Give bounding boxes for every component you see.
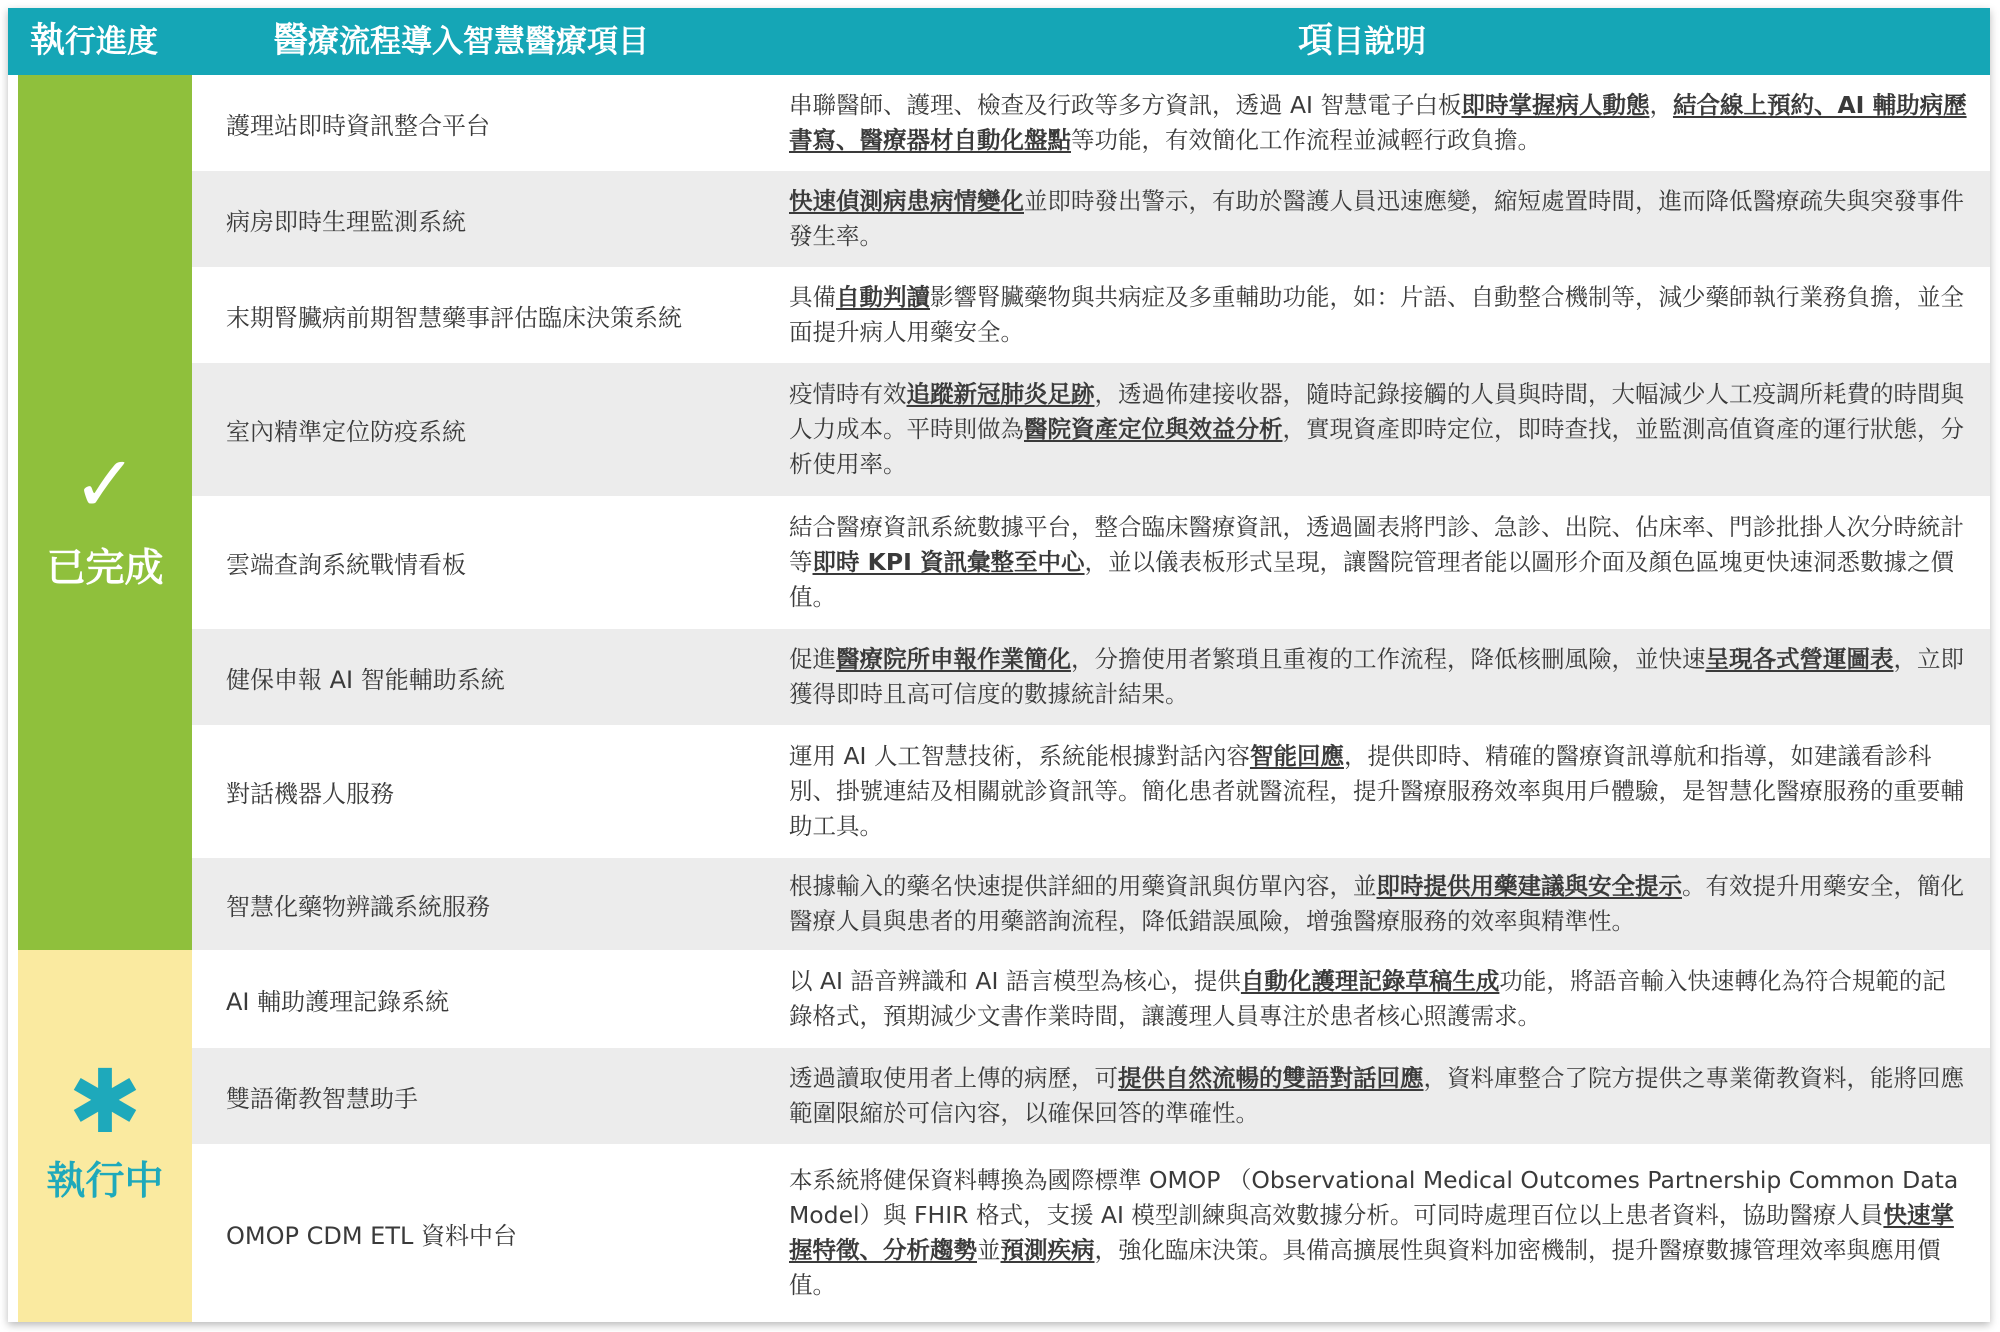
row-description [789, 496, 1969, 629]
highlight-text: 結合線上預約、AI 輔助病歷書寫、醫療器材自動化盤點 [789, 91, 1967, 154]
description-text: 透過讀取使用者上傳的病歷，可 [789, 1064, 1118, 1092]
row-item-name: 健保申報 AI 智能輔助系統 [226, 665, 505, 694]
highlight-text: 提供自然流暢的雙語對話回應 [1118, 1064, 1424, 1092]
highlight-text: 即時掌握病人動態 [1461, 91, 1650, 119]
table-row [192, 1144, 1990, 1322]
row-description [789, 171, 1969, 267]
highlight-text: 追蹤新冠肺炎足跡 [906, 380, 1095, 408]
row-description [789, 1144, 1969, 1322]
row-item-name: 室內精準定位防疫系統 [226, 418, 466, 446]
table-row [192, 950, 1990, 1048]
table-row [192, 858, 1990, 950]
row-description [789, 858, 1969, 950]
row-description [789, 363, 1969, 496]
table-row [192, 267, 1990, 363]
row-item-name: OMOP CDM ETL 資料中台 [226, 1221, 517, 1250]
description-text: ， [1649, 91, 1673, 119]
description-text: 疫情時有效 [789, 380, 907, 408]
row-item-name: 智慧化藥物辨識系統服務 [226, 892, 490, 921]
highlight-text: 快速偵測病患病情變化 [789, 187, 1024, 215]
highlight-text: 自動判讀 [836, 283, 930, 311]
description-text: ，透過佈建接收器，隨時記錄接觸的人員與時間，大幅減少人工疫調所耗費的時間與人力成本。平時則做為 [789, 380, 1964, 443]
highlight-text: 即時提供用藥建議與安全提示 [1376, 872, 1682, 900]
row-description [789, 725, 1969, 858]
highlight-text: 快速掌握特徵、分析趨勢 [789, 1201, 1954, 1264]
description-text: 本系統將健保資料轉換為國際標準 OMOP （Observational Medical Outcomes Partnership Common Data Model）與 FHIR 格式，支援 AI 模型訓練與高效數據分析。可同時處理百位以上患者資料，協助醫療人員 [789, 1166, 1959, 1229]
description-text: 運用 AI 人工智慧技術，系統能根據對話內容 [789, 742, 1250, 770]
row-description [789, 629, 1969, 725]
highlight-text: 醫院資產定位與效益分析 [1024, 415, 1283, 443]
description-text: 並 [977, 1236, 1001, 1264]
highlight-text: 即時 KPI 資訊彙整至中心 [812, 548, 1085, 576]
asterisk-icon: ✱ [68, 1050, 142, 1153]
table-row [192, 629, 1990, 725]
description-text: 功能，將語音輸入快速轉化為符合規範的記錄格式，預期減少文書作業時間，讓護理人員專注於患者核心照護需求。 [789, 967, 1946, 1030]
highlight-text: 自動化護理記錄草稿生成 [1240, 967, 1500, 995]
project-table [8, 8, 1990, 1322]
highlight-text: 醫療院所申報作業簡化 [836, 645, 1071, 673]
table-header [8, 8, 1990, 75]
row-item-name: 對話機器人服務 [226, 780, 394, 808]
row-description [789, 267, 1969, 363]
description-text: ，提供即時、精確的醫療資訊導航和指導，如建議看診科別、掛號連結及相關就診資訊等。簡化患者就醫流程，提升醫療服務效率與用戶體驗，是智慧化醫療服務的重要輔助工具。 [789, 742, 1964, 840]
highlight-text: 智能回應 [1249, 742, 1344, 770]
status-in-progress-block [18, 950, 192, 1322]
description-text: 。有效提升用藥安全，簡化醫療人員與患者的用藥諮詢流程，降低錯誤風險，增強醫療服務的效率與精準性。 [789, 872, 1964, 935]
row-description [789, 1048, 1969, 1144]
header-progress: 執行進度 [30, 21, 159, 61]
highlight-text: 預測疾病 [1000, 1236, 1095, 1264]
table-row [192, 725, 1990, 858]
check-icon: ✓ [72, 440, 138, 530]
description-text: 根據輸入的藥名快速提供詳細的用藥資訊與仿單內容，並 [789, 872, 1377, 900]
description-text: 具備 [789, 283, 836, 311]
row-item-name: 雲端查詢系統戰情看板 [226, 551, 466, 579]
table-row [192, 1048, 1990, 1144]
description-text: ，資料庫整合了院方提供之專業衛教資料，能將回應範圍限縮於可信內容，以確保回答的準確性。 [789, 1064, 1964, 1127]
table-row [192, 171, 1990, 267]
description-text: 等功能，有效簡化工作流程並減輕行政負擔。 [1071, 126, 1541, 154]
description-text: ，實現資產即時定位，即時查找，並監測高值資產的運行狀態，分析使用率。 [789, 415, 1964, 478]
description-text: 並即時發出警示，有助於醫護人員迅速應變，縮短處置時間，進而降低醫療疏失與突發事件發生率。 [789, 187, 1964, 250]
description-text: 促進 [789, 645, 836, 673]
description-text: ，立即獲得即時且高可信度的數據統計結果。 [789, 645, 1964, 708]
highlight-text: 呈現各式營運圖表 [1705, 645, 1894, 673]
table-row [192, 75, 1990, 171]
description-text: ，強化臨床決策。具備高擴展性與資料加密機制，提升醫療數據管理效率與應用價值。 [789, 1236, 1941, 1299]
status-completed-label: 已完成 [46, 546, 164, 591]
row-item-name: 護理站即時資訊整合平台 [226, 111, 490, 140]
row-item-name: 末期腎臟病前期智慧藥事評估臨床決策系統 [226, 303, 682, 332]
header-description: 項目說明 [1298, 21, 1427, 61]
description-text: 串聯醫師、護理、檢查及行政等多方資訊，透過 AI 智慧電子白板 [789, 91, 1462, 119]
row-item-name: AI 輔助護理記錄系統 [226, 987, 450, 1016]
row-item-name: 病房即時生理監測系統 [226, 207, 466, 236]
description-text: ，並以儀表板形式呈現，讓醫院管理者能以圖形介面及顏色區塊更快速洞悉數據之價值。 [789, 548, 1955, 611]
header-item: 醫療流程導入智慧醫療項目 [273, 21, 650, 61]
table-row [192, 363, 1990, 496]
row-description [789, 950, 1969, 1048]
description-text: 影響腎臟藥物與共病症及多重輔助功能，如：片語、自動整合機制等，減少藥師執行業務負擔，並全面提升病人用藥安全。 [789, 283, 1964, 346]
description-text: ，分擔使用者繁瑣且重複的工作流程，降低核刪風險，並快速 [1071, 645, 1706, 673]
row-item-name: 雙語衛教智慧助手 [226, 1084, 418, 1113]
status-completed-block [18, 75, 192, 950]
status-in-progress-label: 執行中 [46, 1159, 164, 1204]
table-row [192, 496, 1990, 629]
description-text: 結合醫療資訊系統數據平台，整合臨床醫療資訊，透過圖表將門診、急診、出院、佔床率、門診批掛人次分時統計等 [789, 513, 1964, 576]
row-description [789, 75, 1969, 171]
description-text: 以 AI 語音辨識和 AI 語言模型為核心，提供 [789, 967, 1241, 995]
